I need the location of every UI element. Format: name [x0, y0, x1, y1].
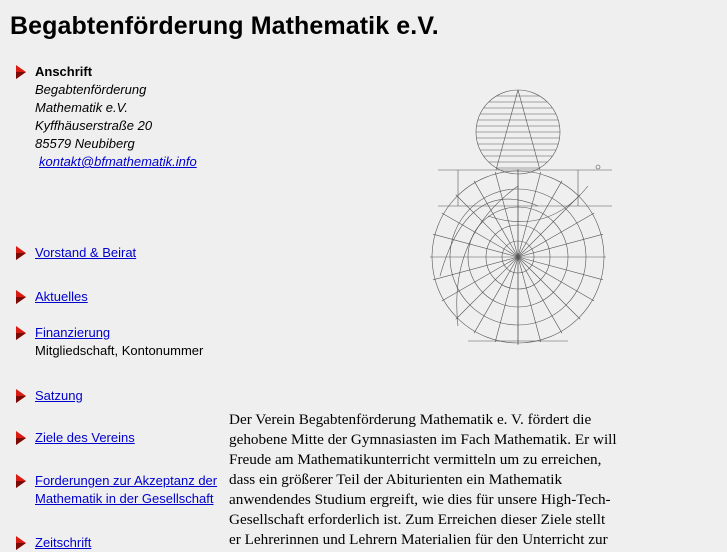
nav-link-vorstand[interactable]: Vorstand & Beirat	[35, 245, 137, 260]
arrow-bullet-icon	[15, 535, 27, 551]
intro-line: dass ein größerer Teil der Abiturienten ein Mathematik	[229, 471, 563, 488]
nav-link-aktuelles[interactable]: Aktuelles	[35, 289, 88, 304]
construction-line	[518, 234, 603, 257]
construction-line	[495, 257, 518, 342]
construction-line	[596, 165, 600, 169]
intro-line: Gesellschaft erforderlich ist. Zum Erreichen dieser Ziele stellt	[229, 511, 606, 528]
construction-line	[518, 181, 562, 257]
construction-line	[518, 257, 580, 319]
construction-line	[442, 213, 518, 257]
address-city: 85579 Neubiberg	[35, 136, 135, 151]
nav-link-finanzierung[interactable]: Finanzierung	[35, 325, 111, 340]
construction-line	[518, 172, 541, 257]
nav-link-forderungen-line1: Forderungen zur Akzeptanz der	[35, 473, 218, 488]
arrow-bullet-icon	[15, 245, 27, 261]
nav-link-forderungen-line2: Mathematik in der Gesellschaft	[35, 491, 214, 506]
contact-email-link[interactable]: kontakt@bfmathematik.info	[39, 154, 197, 169]
intro-line: gehobene Mitte der Gymnasiasten im Fach Mathematik. Er will	[229, 431, 617, 448]
intro-line: er Lehrerinnen und Lehrern Materialien für den Unterricht zur	[229, 531, 608, 548]
construction-line	[456, 257, 518, 319]
nav-link-zeitschrift[interactable]: Zeitschrift	[35, 535, 92, 550]
address-line: Mathematik e.V.	[35, 100, 128, 115]
construction-line	[495, 172, 518, 257]
address-block	[35, 63, 197, 171]
construction-line	[518, 257, 594, 301]
construction-line	[442, 257, 518, 301]
construction-line	[456, 195, 518, 257]
nav-link-ziele[interactable]: Ziele des Vereins	[35, 430, 135, 445]
intro-line: Freude am Mathematikunterricht vermitteln um zu erreichen,	[229, 451, 602, 468]
construction-line	[457, 186, 518, 326]
intro-text	[229, 410, 649, 550]
construction-line	[518, 257, 541, 342]
construction-line	[518, 195, 580, 257]
nav-link-forderungen[interactable]	[35, 473, 217, 506]
page-title: Begabtenförderung Mathematik e.V.	[10, 12, 439, 40]
arrow-bullet-icon	[15, 388, 27, 404]
construction-line	[488, 186, 588, 222]
intro-line: Der Verein Begabtenförderung Mathematik e. V. fördert die	[229, 411, 592, 428]
intro-line: anwendendes Studium ergreift, wie dies für unsere High-Tech-	[229, 491, 611, 508]
construction-line	[518, 257, 562, 333]
arrow-bullet-icon	[15, 64, 27, 80]
arrow-bullet-icon	[15, 473, 27, 489]
finanzierung-subtitle: Mitgliedschaft, Kontonummer	[35, 343, 204, 358]
construction-line	[474, 181, 518, 257]
geometry-illustration	[428, 86, 614, 348]
address-line: Kyffhäuserstraße 20	[35, 118, 153, 133]
construction-line	[518, 213, 594, 257]
arrow-bullet-icon	[15, 430, 27, 446]
arrow-bullet-icon	[15, 325, 27, 341]
address-heading: Anschrift	[35, 64, 93, 79]
construction-line	[518, 257, 603, 280]
arrow-bullet-icon	[15, 289, 27, 305]
construction-line	[474, 257, 518, 333]
construction-line	[433, 257, 518, 280]
nav-link-satzung[interactable]: Satzung	[35, 388, 83, 403]
address-line: Begabtenförderung	[35, 82, 147, 97]
construction-line	[433, 234, 518, 257]
